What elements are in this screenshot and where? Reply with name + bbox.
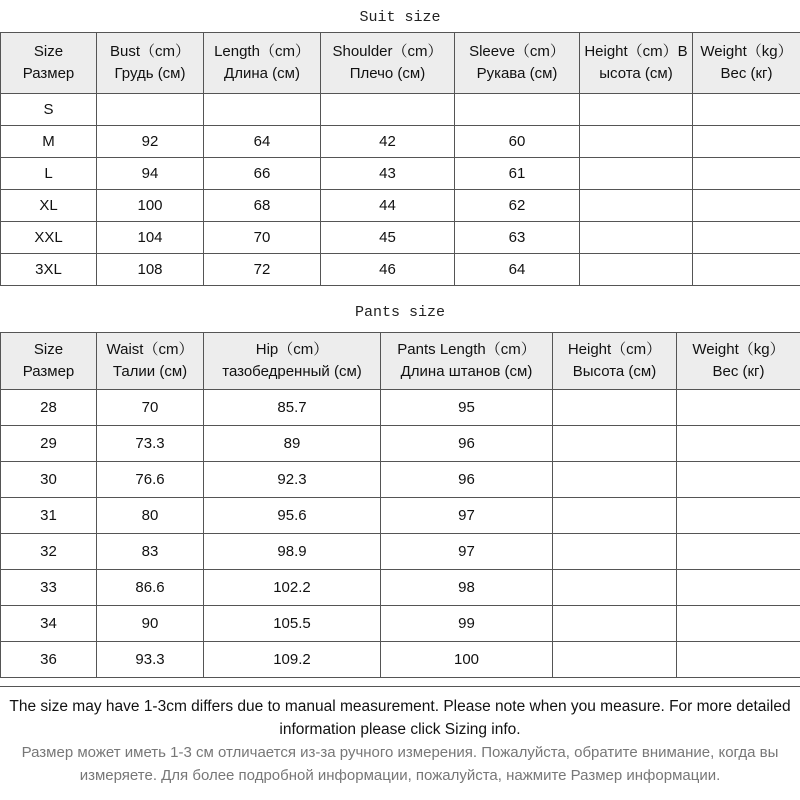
pants-header-length: Pants Length（cm） Длина штанов (см) — [381, 333, 553, 390]
table-row — [1, 606, 800, 642]
table-cell: 66 — [204, 158, 321, 190]
table-cell — [693, 158, 800, 190]
table-cell — [321, 94, 455, 126]
table-row — [1, 254, 800, 286]
table-cell: 62 — [455, 190, 580, 222]
table-row — [1, 390, 800, 426]
table-cell: 94 — [97, 158, 204, 190]
suit-header-shoulder: Shoulder（cm） Плечо (см) — [321, 33, 455, 94]
table-cell: 72 — [204, 254, 321, 286]
note-english: The size may have 1-3cm differs due to manual measurement. Please note when you measure. For more detailed information please click Sizing info. — [9, 698, 791, 738]
table-cell: XXL — [1, 222, 97, 254]
table-cell — [677, 498, 800, 534]
table-cell: 100 — [97, 190, 204, 222]
table-cell: 104 — [97, 222, 204, 254]
table-cell: 86.6 — [97, 570, 204, 606]
table-cell — [553, 642, 677, 678]
table-cell — [580, 94, 693, 126]
table-cell: 29 — [1, 426, 97, 462]
table-cell: 100 — [381, 642, 553, 678]
table-row — [1, 462, 800, 498]
pants-header-hip: Hip（cm） тазобедренный (см) — [204, 333, 381, 390]
table-cell: 89 — [204, 426, 381, 462]
table-cell: 109.2 — [204, 642, 381, 678]
table-cell: 102.2 — [204, 570, 381, 606]
suit-header-size: Size Размер — [1, 33, 97, 94]
table-cell: 61 — [455, 158, 580, 190]
table-cell — [580, 254, 693, 286]
suit-size-table — [0, 32, 800, 286]
suit-header-weight: Weight（kg） Вес (кг) — [693, 33, 800, 94]
table-cell — [553, 606, 677, 642]
table-cell: XL — [1, 190, 97, 222]
table-cell — [693, 190, 800, 222]
table-cell: 34 — [1, 606, 97, 642]
suit-header-sleeve: Sleeve（cm） Рукава (см) — [455, 33, 580, 94]
table-cell: 90 — [97, 606, 204, 642]
table-cell — [553, 426, 677, 462]
note-russian: Размер может иметь 1-3 см отличается из-за ручного измерения. Пожалуйста, обратите внимание, когда вы измеряете. Для более подробной информации, пожалуйста, нажмите Размер информации. — [21, 744, 779, 784]
table-cell — [677, 570, 800, 606]
table-cell — [693, 254, 800, 286]
table-cell: 42 — [321, 126, 455, 158]
table-cell: 85.7 — [204, 390, 381, 426]
table-cell — [693, 222, 800, 254]
table-cell: 98.9 — [204, 534, 381, 570]
pants-header-row — [1, 333, 800, 390]
table-cell — [97, 94, 204, 126]
table-cell — [204, 94, 321, 126]
table-cell: 46 — [321, 254, 455, 286]
table-cell — [553, 570, 677, 606]
table-cell: 92 — [97, 126, 204, 158]
table-cell: 97 — [381, 534, 553, 570]
table-row — [1, 570, 800, 606]
table-cell: 30 — [1, 462, 97, 498]
table-cell: 92.3 — [204, 462, 381, 498]
table-cell — [580, 222, 693, 254]
table-cell: 31 — [1, 498, 97, 534]
table-cell: 64 — [455, 254, 580, 286]
table-cell: 76.6 — [97, 462, 204, 498]
table-cell — [693, 94, 800, 126]
table-cell: 108 — [97, 254, 204, 286]
table-cell: 70 — [204, 222, 321, 254]
table-cell: 99 — [381, 606, 553, 642]
table-cell: 3XL — [1, 254, 97, 286]
pants-size-table — [0, 332, 800, 678]
table-cell: 93.3 — [97, 642, 204, 678]
table-cell — [677, 534, 800, 570]
table-row — [1, 642, 800, 678]
table-cell — [677, 390, 800, 426]
pants-header-size: Size Размер — [1, 333, 97, 390]
table-row — [1, 426, 800, 462]
suit-header-height: Height（cm）В ысота (см) — [580, 33, 693, 94]
table-cell — [677, 426, 800, 462]
table-cell: 73.3 — [97, 426, 204, 462]
table-cell: 80 — [97, 498, 204, 534]
table-cell — [553, 534, 677, 570]
table-cell: 98 — [381, 570, 553, 606]
table-cell — [677, 462, 800, 498]
suit-size-title: Suit size — [359, 9, 441, 26]
table-cell — [553, 462, 677, 498]
pants-size-title: Pants size — [354, 304, 445, 321]
table-cell — [580, 190, 693, 222]
table-cell: 97 — [381, 498, 553, 534]
table-cell — [677, 606, 800, 642]
table-cell — [580, 126, 693, 158]
table-row — [1, 94, 800, 126]
table-row — [1, 190, 800, 222]
table-cell: 64 — [204, 126, 321, 158]
table-cell — [677, 642, 800, 678]
pants-header-weight: Weight（kg） Вес (кг) — [677, 333, 800, 390]
suit-header-bust: Bust（cm） Грудь (см) — [97, 33, 204, 94]
table-cell: 36 — [1, 642, 97, 678]
table-cell: 95 — [381, 390, 553, 426]
table-cell: 45 — [321, 222, 455, 254]
table-cell: 96 — [381, 426, 553, 462]
suit-header-length: Length（cm） Длина (см) — [204, 33, 321, 94]
table-cell — [693, 126, 800, 158]
table-cell: L — [1, 158, 97, 190]
table-cell — [553, 390, 677, 426]
measurement-note — [0, 686, 800, 800]
table-cell: 33 — [1, 570, 97, 606]
table-cell: 95.6 — [204, 498, 381, 534]
table-row — [1, 126, 800, 158]
pants-header-height: Height（cm） Высота (см) — [553, 333, 677, 390]
table-cell: 105.5 — [204, 606, 381, 642]
table-cell: 28 — [1, 390, 97, 426]
table-row — [1, 534, 800, 570]
table-cell: M — [1, 126, 97, 158]
table-cell — [553, 498, 677, 534]
suit-header-row — [1, 33, 800, 94]
table-cell: S — [1, 94, 97, 126]
table-row — [1, 498, 800, 534]
pants-header-waist: Waist（cm） Талии (см) — [97, 333, 204, 390]
table-cell: 68 — [204, 190, 321, 222]
table-cell: 70 — [97, 390, 204, 426]
table-cell: 96 — [381, 462, 553, 498]
table-cell: 60 — [455, 126, 580, 158]
table-cell: 83 — [97, 534, 204, 570]
table-cell: 44 — [321, 190, 455, 222]
table-cell: 63 — [455, 222, 580, 254]
table-cell — [580, 158, 693, 190]
table-cell: 32 — [1, 534, 97, 570]
table-cell: 43 — [321, 158, 455, 190]
table-row — [1, 222, 800, 254]
table-row — [1, 158, 800, 190]
table-cell — [455, 94, 580, 126]
